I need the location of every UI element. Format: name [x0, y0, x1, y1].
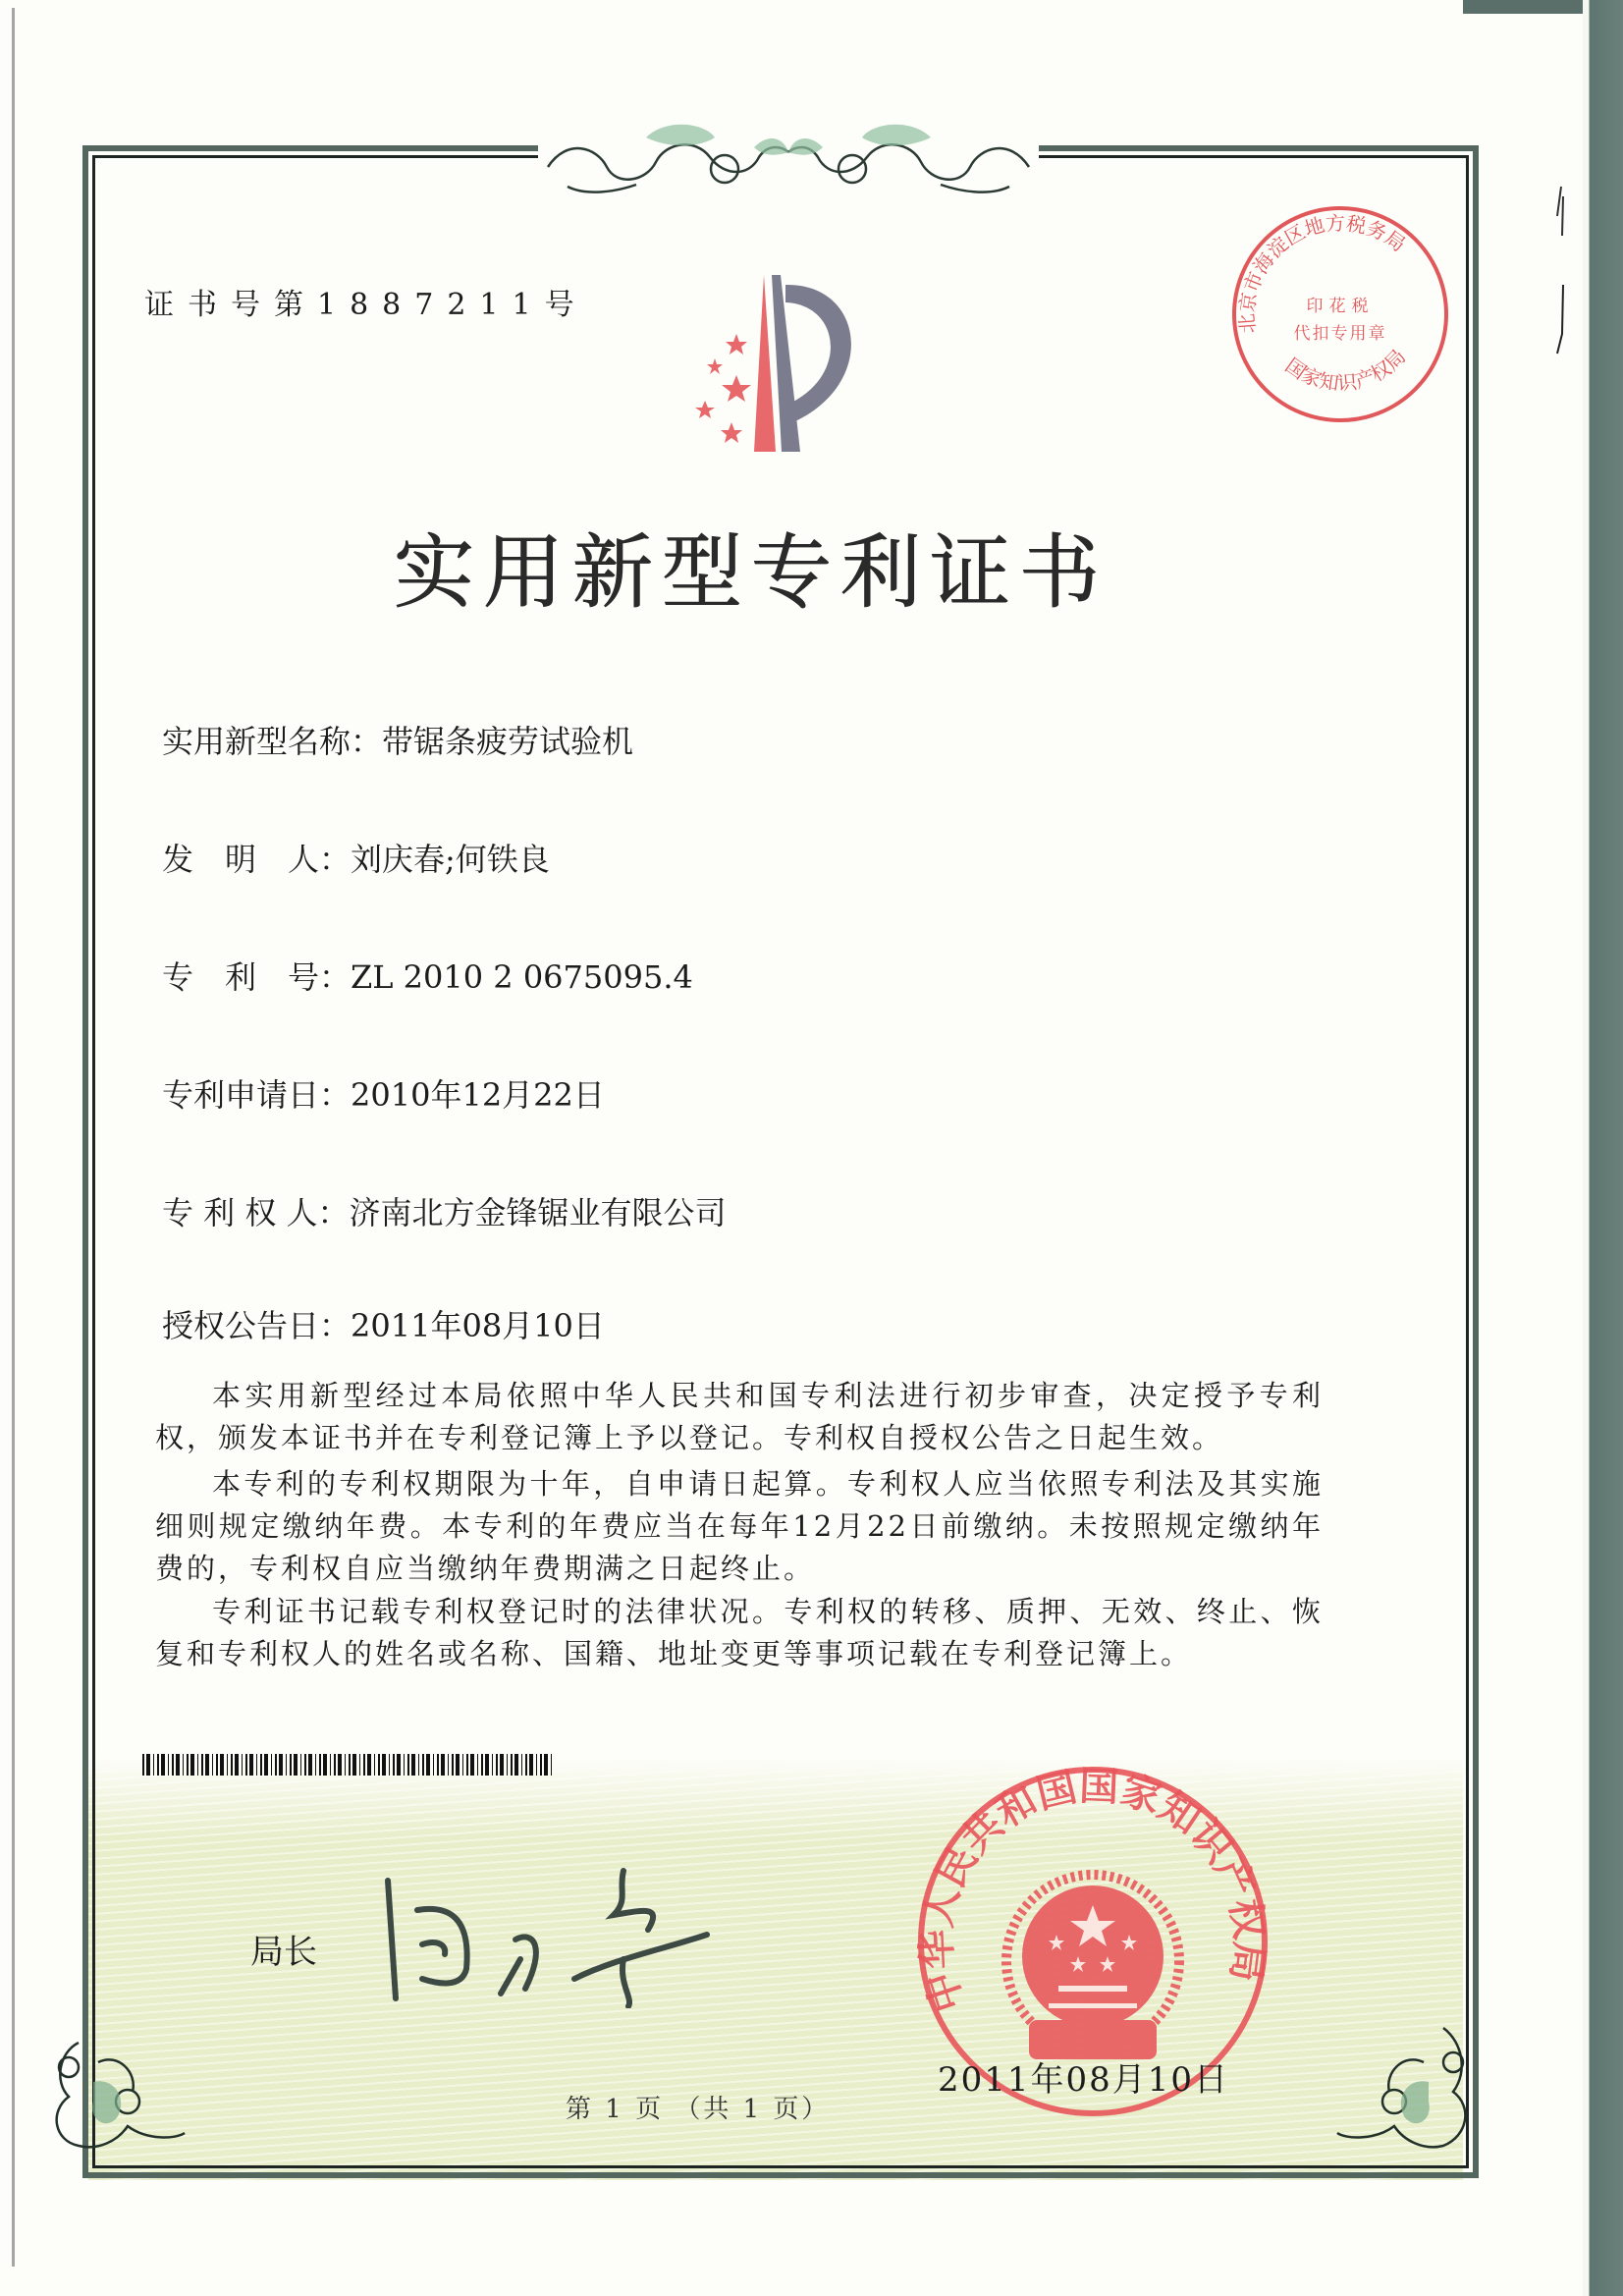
director-label: 局长 — [250, 1933, 317, 1972]
tax-stamp-center-2: 代扣专用章 — [1293, 324, 1387, 344]
field-inventors — [162, 835, 550, 880]
field-value: ZL 2010 2 0675095.4 — [351, 958, 693, 996]
tax-stamp-outer-top: 北京市海淀区地方税务局 — [1234, 210, 1411, 335]
corner-ornament-bottom-left-icon — [39, 2023, 187, 2170]
seal-date: 2011年08月10日 — [938, 2060, 1230, 2100]
scan-right-strip — [1583, 0, 1623, 2296]
corner-ornament-bottom-right-icon — [1335, 2023, 1483, 2170]
margin-pencil-marks — [1551, 147, 1571, 383]
field-value: 2011年08月10日 — [351, 1307, 605, 1344]
certificate-number-label: 证书号 — [144, 288, 274, 322]
seal-ring-text: 中华人民共和国国家知识产权局 — [913, 1763, 1273, 2018]
paragraph-text: 本实用新型经过本局依照中华人民共和国专利法进行初步审查，决定授予专利权，颁发本证书并在专利登记簿上予以登记。专利权自授权公告之日起生效。 — [155, 1379, 1324, 1454]
field-utility-model-name — [162, 717, 633, 762]
body-paragraph-grant — [155, 1375, 1324, 1459]
field-patent-number — [162, 953, 693, 998]
field-value: 2010年12月22日 — [351, 1076, 605, 1114]
paragraph-text: 专利证书记载专利权登记时的法律状况。专利权的转移、质押、无效、终止、恢复和专利权人的姓名或名称、国籍、地址变更等事项记载在专利登记簿上。 — [155, 1595, 1324, 1670]
body-paragraph-term — [155, 1463, 1324, 1590]
field-label: 发 明 人： — [162, 841, 352, 878]
field-label: 授权公告日： — [162, 1307, 352, 1344]
tax-stamp-outer-bottom: 国家知识产权局 — [1280, 344, 1411, 396]
barcode — [142, 1754, 553, 1776]
tax-stamp-center-1: 印花税 — [1306, 297, 1375, 316]
certificate-number — [144, 280, 588, 323]
field-grant-date — [162, 1301, 605, 1346]
svg-text:国家知识产权局 — [1281, 345, 1411, 395]
field-value: 刘庆春;何铁良 — [351, 841, 550, 878]
field-value: 济南北方金锋锯业有限公司 — [349, 1194, 727, 1231]
certificate-number-value: 第1887211号 — [274, 288, 588, 322]
top-ornament-icon — [538, 108, 1039, 206]
field-label: 专 利 权 人： — [162, 1194, 350, 1231]
field-label: 实用新型名称： — [162, 723, 383, 760]
paragraph-text: 本专利的专利权期限为十年，自申请日起算。专利权人应当依照专利法及其实施细则规定缴纳年费。本专利的年费应当在每年12月22日前缴纳。未按照规定缴纳年费的，专利权自应当缴纳年费期满之日起终止。 — [155, 1467, 1324, 1585]
field-patentee — [162, 1188, 727, 1233]
field-value: 带锯条疲劳试验机 — [382, 723, 634, 760]
director-signature-icon — [378, 1861, 712, 2008]
cnipa-logo-icon — [638, 265, 893, 462]
certificate-title: 实用新型专利证书 — [393, 526, 1109, 620]
scan-left-edge — [12, 8, 15, 2267]
field-label: 专 利 号： — [162, 958, 352, 996]
stamp-tax-seal-icon — [1227, 201, 1453, 427]
page-indicator: 第 1 页 （共 1 页） — [566, 2095, 831, 2124]
body-paragraph-legal-status — [155, 1591, 1324, 1675]
field-application-date — [162, 1070, 605, 1116]
field-label: 专利申请日： — [162, 1076, 352, 1114]
